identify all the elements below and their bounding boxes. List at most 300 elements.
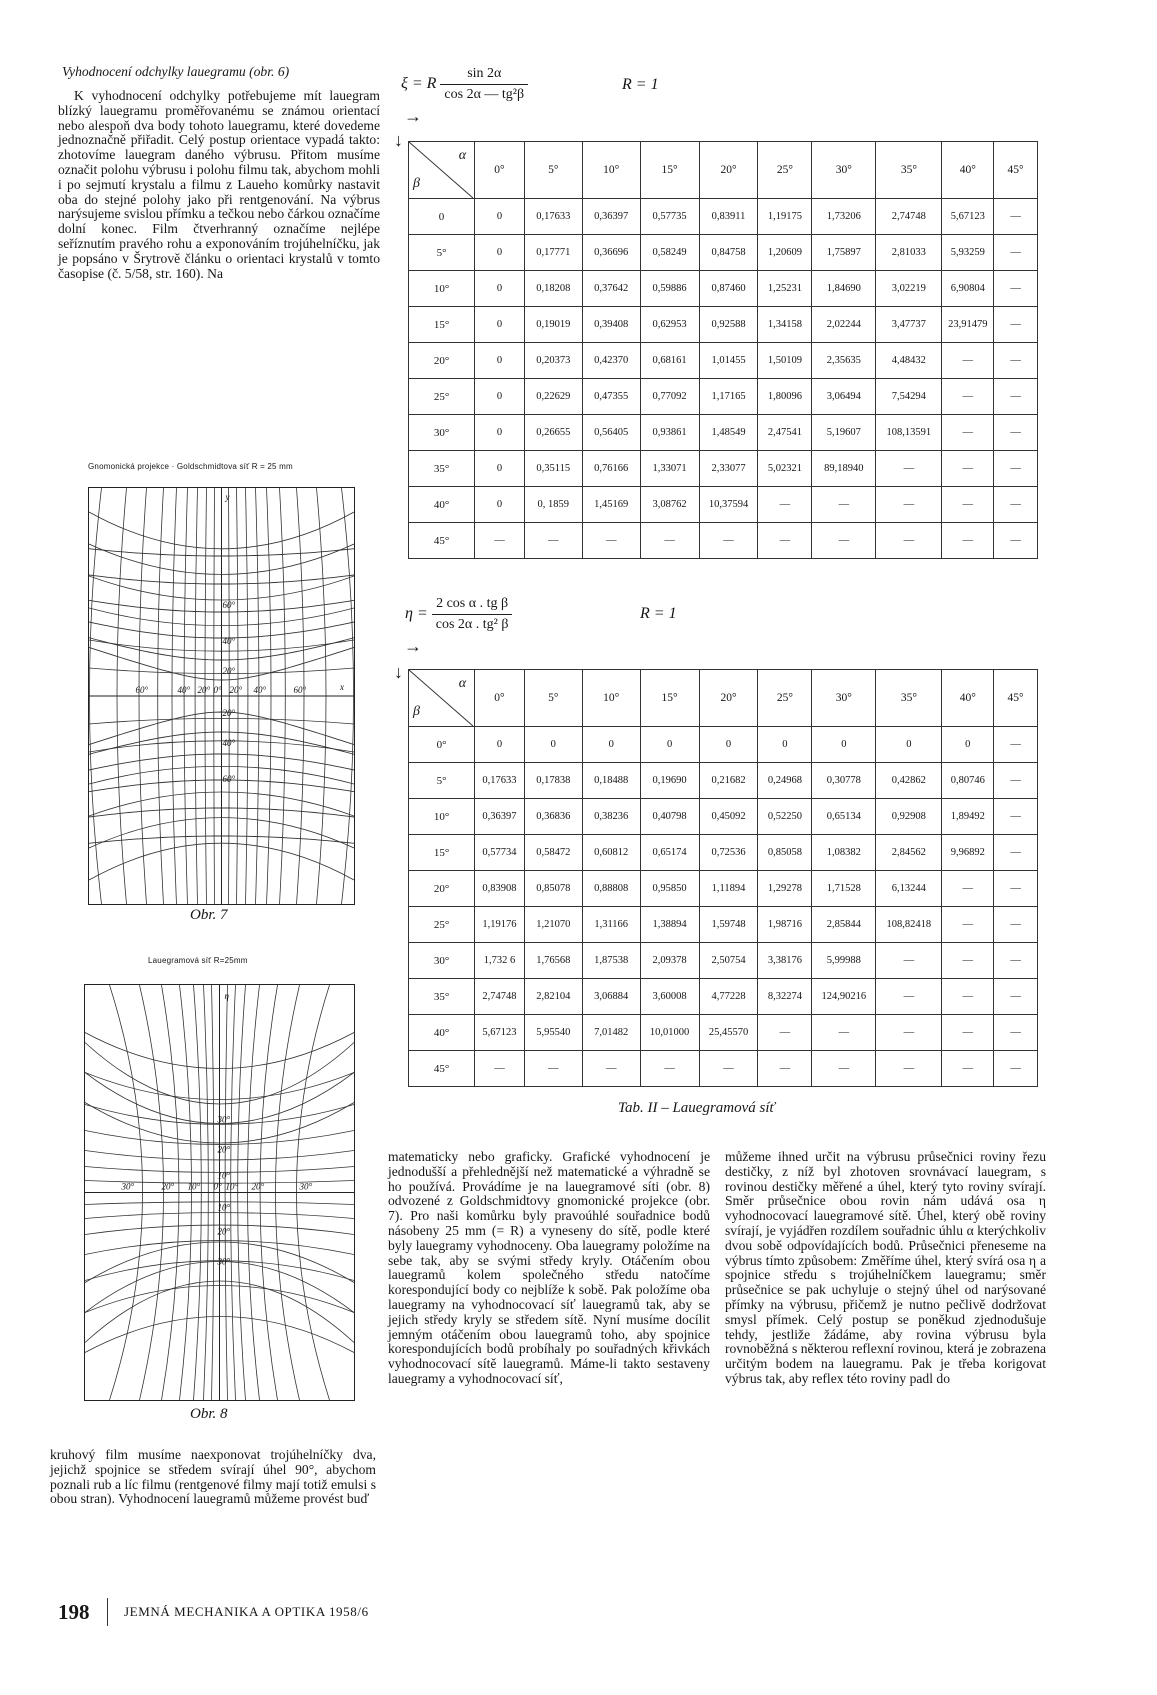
table-cell: 3,38176 (758, 943, 812, 979)
formula-eta-denominator: cos 2α . tg² β (435, 617, 509, 632)
figure7-angle-label: 60° (293, 685, 307, 695)
figure8-lauegram-net (84, 984, 355, 1401)
table-cell: — (876, 487, 942, 523)
corner-alpha: α (458, 148, 467, 163)
table-row-header: 15° (409, 835, 475, 871)
table-cell: — (524, 523, 582, 559)
table-cell: 6,13244 (876, 871, 942, 907)
table-cell: 0,62953 (640, 307, 699, 343)
table-cell: 4,48432 (876, 343, 942, 379)
table-cell: — (994, 235, 1038, 271)
footer-divider (107, 1598, 108, 1626)
table-cell: 1,25231 (758, 271, 812, 307)
figure7-angle-label: 20° (222, 666, 236, 676)
table-cell: — (994, 907, 1038, 943)
left-column-continuation (50, 1448, 376, 1507)
table-cell: 1,71528 (812, 871, 876, 907)
table-cell: 2,82104 (524, 979, 582, 1015)
table-cell: 0,80746 (942, 763, 994, 799)
table-xi (408, 141, 1038, 559)
section-heading: Vyhodnocení odchylky lauegramu (obr. 6) (62, 64, 290, 79)
table-cell: 0,19019 (524, 307, 582, 343)
table-cell: — (524, 1051, 582, 1087)
table-cell: 5,95540 (524, 1015, 582, 1051)
table-cell: 0 (475, 235, 525, 271)
figure8-angle-label: 20° (217, 1144, 231, 1155)
table-cell: 1,17165 (699, 379, 758, 415)
figure8-axis-label: η (224, 991, 229, 1001)
table-cell: — (876, 1051, 942, 1087)
table-cell: 1,98716 (758, 907, 812, 943)
table-header-row (409, 670, 1038, 727)
figure8-angle-label: 20° (161, 1181, 175, 1192)
table-row (409, 835, 1038, 871)
table-column-header: 45° (994, 142, 1038, 199)
table-cell: 0 (582, 727, 640, 763)
table-row-header: 45° (409, 523, 475, 559)
table-cell: 0,24968 (758, 763, 812, 799)
table-cell: 1,45169 (582, 487, 640, 523)
figure7-title: Gnomonická projekce · Goldschmidtova síť R = 25 mm (88, 462, 293, 471)
arrow-down-icon: ↓ (394, 130, 403, 150)
table-cell: 10,01000 (640, 1015, 699, 1051)
table-cell: 0,95850 (640, 871, 699, 907)
figure7-caption: Obr. 7 (190, 907, 228, 923)
table-column-header: 25° (758, 142, 812, 199)
table-cell: 3,06884 (582, 979, 640, 1015)
table-cell: — (994, 943, 1038, 979)
table-cell: — (994, 763, 1038, 799)
table-cell: 2,35635 (812, 343, 876, 379)
table-cell: 1,20609 (758, 235, 812, 271)
table-cell: — (994, 523, 1038, 559)
figure8-title: Lauegramová síť R=25mm (148, 956, 248, 965)
table-cell: 0,18208 (524, 271, 582, 307)
table-cell: 1,08382 (812, 835, 876, 871)
table-cell: 10,37594 (699, 487, 758, 523)
table-cell: 1,89492 (942, 799, 994, 835)
table-cell: 8,32274 (758, 979, 812, 1015)
table-cell: 0 (475, 415, 525, 451)
figure8-caption: Obr. 8 (190, 1406, 228, 1422)
table-cell: 0,58249 (640, 235, 699, 271)
table-row (409, 415, 1038, 451)
table-cell: 0,60812 (582, 835, 640, 871)
table-cell: — (475, 1051, 525, 1087)
table-column-header: 20° (699, 670, 758, 727)
table-cell: — (812, 487, 876, 523)
table-cell: 2,02244 (812, 307, 876, 343)
table-cell: 0 (475, 271, 525, 307)
figure7-axis-y-label: y (225, 492, 230, 502)
formula-eta-numerator: 2 cos α . tg β (432, 594, 513, 615)
table-row-header: 25° (409, 907, 475, 943)
table-cell: 1,19176 (475, 907, 525, 943)
table-column-header: 10° (582, 670, 640, 727)
table-cell: 1,59748 (699, 907, 758, 943)
table-cell: — (758, 1051, 812, 1087)
table-cell: 0,18488 (582, 763, 640, 799)
table-cell: — (942, 343, 994, 379)
table-cell: — (994, 979, 1038, 1015)
table-cell: 2,47541 (758, 415, 812, 451)
table-cell: 1,19175 (758, 199, 812, 235)
figure8-angle-label: 30° (299, 1181, 313, 1192)
table-cell: 0,84758 (699, 235, 758, 271)
table-cell: 2,85844 (812, 907, 876, 943)
table-cell: 0,21682 (699, 763, 758, 799)
right-column (725, 1150, 1046, 1387)
table-column-header: 15° (640, 670, 699, 727)
table-cell: — (994, 1051, 1038, 1087)
table-row-header: 5° (409, 763, 475, 799)
formula-xi-numerator: sin 2α (440, 64, 528, 85)
figure7-angle-label: 40° (222, 636, 236, 646)
table-cell: 2,09378 (640, 943, 699, 979)
table-cell: 0 (758, 727, 812, 763)
table-cell: — (812, 1051, 876, 1087)
table-cell: 0,92588 (699, 307, 758, 343)
table-cell: — (994, 307, 1038, 343)
table-row-header: 40° (409, 487, 475, 523)
table-cell: 0 (475, 727, 525, 763)
formula-xi-r: R = 1 (622, 76, 659, 93)
table-cell: 0,19690 (640, 763, 699, 799)
table-cell: — (994, 271, 1038, 307)
table-row-header: 15° (409, 307, 475, 343)
table-cell: 2,33077 (699, 451, 758, 487)
table-cell: 4,77228 (699, 979, 758, 1015)
arrow-right-icon: → (404, 106, 422, 126)
page-number: 198 (58, 1600, 90, 1624)
table-column-header: 40° (942, 670, 994, 727)
formula-xi-lhs: ξ = R (401, 75, 437, 93)
table-column-header: 20° (699, 142, 758, 199)
table-cell: 0,38236 (582, 799, 640, 835)
table-cell: 0,85058 (758, 835, 812, 871)
table-row-header: 0 (409, 199, 475, 235)
table-column-header: 5° (524, 142, 582, 199)
figure7-angle-label: 20° (229, 685, 243, 695)
table-caption: Tab. II – Lauegramová síť (618, 1100, 775, 1116)
table-row (409, 1015, 1038, 1051)
table-cell: 0,47355 (582, 379, 640, 415)
figure7-angle-label: 60° (222, 774, 236, 784)
table-cell: 0,17838 (524, 763, 582, 799)
figure7-angle-label: 20° (222, 708, 236, 718)
table-cell: 89,18940 (812, 451, 876, 487)
formula-eta-fraction (432, 594, 513, 635)
table-cell: 5,93259 (942, 235, 994, 271)
table-row (409, 199, 1038, 235)
table-column-header: 35° (876, 142, 942, 199)
table-cell: 0,30778 (812, 763, 876, 799)
table-cell: 1,33071 (640, 451, 699, 487)
table-cell: — (994, 199, 1038, 235)
figure7-axis-x-label: x (340, 682, 344, 692)
arrow-down-icon: ↓ (394, 662, 403, 682)
table-cell: — (994, 799, 1038, 835)
figure8-svg (85, 985, 354, 1400)
figure8-angle-label: 30° (121, 1181, 135, 1192)
table-cell: 0,56405 (582, 415, 640, 451)
table-cell: — (994, 727, 1038, 763)
table-cell: — (876, 943, 942, 979)
table-row-header: 20° (409, 871, 475, 907)
table-cell: 0,93861 (640, 415, 699, 451)
table-cell: — (994, 343, 1038, 379)
table-cell: 2,74748 (475, 979, 525, 1015)
table-cell: 1,21070 (524, 907, 582, 943)
corner-beta: β (413, 704, 420, 719)
table-cell: 7,01482 (582, 1015, 640, 1051)
table-cell: 0 (475, 487, 525, 523)
table-cell: 0, 1859 (524, 487, 582, 523)
table-cell: — (699, 1051, 758, 1087)
table-cell: — (758, 1015, 812, 1051)
table-column-header: 25° (758, 670, 812, 727)
table-cell: 0,17771 (524, 235, 582, 271)
corner-alpha: α (458, 676, 467, 691)
table-cell: 2,50754 (699, 943, 758, 979)
table-cell: 0,83908 (475, 871, 525, 907)
table-cell: 5,67123 (942, 199, 994, 235)
table-cell: 0 (524, 727, 582, 763)
table-cell: — (876, 979, 942, 1015)
table-cell: 0 (812, 727, 876, 763)
figure7-angle-label: 0° (213, 685, 222, 695)
table-column-header: 40° (942, 142, 994, 199)
left-paragraph-text: K vyhodnocení odchylky potřebujeme mít lauegram blízký lauegramu proměřovanému se známou orientací nebo alespoň dva body tohoto lauegramu, které dovedeme jednoznačně přiřadit. Celý postup orientace vypadá takto: zhotovíme lauegram daného výbrusu. Přitom musíme označit polohu výbrusu i polohu filmu tak, abychom mohli i po sejmutí krystalu a filmu z Laueho komůrky nastavit oba do stejné polohy jako při rentgenování. Na výbrus narýsujeme svislou přímku a tečkou nebo čárkou označíme dolní konec. Film čtverhranný označíme nejlépe seříznutím pravého rohu a exponováním trojúhelníčku, jak je popsáno v Šrytrově článku o orientaci krystalů v tomto časopise (č. 5/58, str. 160). Na (58, 88, 380, 281)
table-cell: 0 (475, 451, 525, 487)
table-cell: — (994, 835, 1038, 871)
table-cell: 5,67123 (475, 1015, 525, 1051)
table-cell: — (942, 451, 994, 487)
table-cell: 5,19607 (812, 415, 876, 451)
table-cell: 0,65174 (640, 835, 699, 871)
table-cell: 0,20373 (524, 343, 582, 379)
figure8-angle-label: 10° (187, 1181, 201, 1192)
table-row-header: 5° (409, 235, 475, 271)
table-cell: 3,02219 (876, 271, 942, 307)
table-cell: 0 (475, 307, 525, 343)
table-row-header: 20° (409, 343, 475, 379)
table-cell: — (942, 523, 994, 559)
table-cell: 108,82418 (876, 907, 942, 943)
formula-xi-denominator: cos 2α — tg²β (444, 87, 525, 102)
table-cell: — (812, 523, 876, 559)
figure8-angle-label: 30° (217, 1256, 231, 1267)
table-cell: 0,65134 (812, 799, 876, 835)
table-cell: — (942, 1051, 994, 1087)
table-cell: — (876, 1015, 942, 1051)
table-cell: 1,50109 (758, 343, 812, 379)
table-cell: 1,48549 (699, 415, 758, 451)
table-cell: 7,54294 (876, 379, 942, 415)
table-cell: 25,45570 (699, 1015, 758, 1051)
table-column-header: 30° (812, 670, 876, 727)
table-cell: — (994, 871, 1038, 907)
table-cell: 0,37642 (582, 271, 640, 307)
table-column-header: 15° (640, 142, 699, 199)
table-cell: 0 (876, 727, 942, 763)
table-cell: — (994, 415, 1038, 451)
table-cell: 1,73206 (812, 199, 876, 235)
table-cell: 0,72536 (699, 835, 758, 871)
table-cell: — (994, 487, 1038, 523)
figure7-svg (89, 488, 354, 904)
table-cell: 0 (475, 343, 525, 379)
table-cell: 0,87460 (699, 271, 758, 307)
table-cell: 0,39408 (582, 307, 640, 343)
table-cell: 3,60008 (640, 979, 699, 1015)
table-cell: 1,87538 (582, 943, 640, 979)
table-cell: — (758, 523, 812, 559)
table-column-header: 30° (812, 142, 876, 199)
table-cell: 3,47737 (876, 307, 942, 343)
table-row (409, 763, 1038, 799)
figure7-angle-label: 20° (197, 685, 211, 695)
table-row-header: 10° (409, 799, 475, 835)
table-row-header: 0° (409, 727, 475, 763)
table-row (409, 1051, 1038, 1087)
table-cell: 0,57735 (640, 199, 699, 235)
table-cell: 0,85078 (524, 871, 582, 907)
table-column-header: 10° (582, 142, 640, 199)
middle-column-text: matematicky nebo graficky. Grafické vyhodnocení je jednodušší a přehlednější než matematické a výhradně se ho používá. Provádíme je na lauegramové síti (obr. 8) odvozené z Goldschmidtovy gnomonické projekce (obr. 7). Pro naši komůrku byly pravoúhlé souřadnice bodů násobeny 25 mm (= R) a vyneseny do sítě, podle které byly lauegramy vyhodnoceny. Oba lauegramy položíme na sebe tak, aby se svými středy kryly. Otáčením obou lauegramů kolem společného středu natočíme korespondující body co nejblíže k sobě. Pak položíme oba lauegramy na vyhodnocovací síť lauegramů tak, aby se jejich středy kryly se středem sítě. Nyní musíme docílit jemným otáčením obou lauegramů toho, aby spojnice korespondujících bodů probíhaly po souřadných křivkách vyhodnocovací sítě lauegramů. Máme-li takto sestaveny lauegramy a vyhodnocovací síť, (388, 1149, 710, 1386)
table-cell: 108,13591 (876, 415, 942, 451)
table-column-header: 5° (524, 670, 582, 727)
table-cell: 1,732 6 (475, 943, 525, 979)
table-row (409, 487, 1038, 523)
table-cell: 0,17633 (475, 763, 525, 799)
table-cell: 0 (699, 727, 758, 763)
table-cell: 0,17633 (524, 199, 582, 235)
table-row (409, 307, 1038, 343)
table-row (409, 727, 1038, 763)
table-cell: 1,31166 (582, 907, 640, 943)
table-cell: 0,26655 (524, 415, 582, 451)
table-cell: 23,91479 (942, 307, 994, 343)
table-cell: 1,75897 (812, 235, 876, 271)
table-column-header: 45° (994, 670, 1038, 727)
table-cell: 1,76568 (524, 943, 582, 979)
table-cell: 3,08762 (640, 487, 699, 523)
table-cell: 0,42862 (876, 763, 942, 799)
table-cell: 0,52250 (758, 799, 812, 835)
figure8-angle-label: 10° (217, 1170, 231, 1181)
table-cell: — (699, 523, 758, 559)
table-cell: — (812, 1015, 876, 1051)
table-cell: 0,77092 (640, 379, 699, 415)
table-cell: 1,01455 (699, 343, 758, 379)
middle-column (388, 1150, 710, 1387)
table-cell: 0,36397 (582, 199, 640, 235)
table-row-header: 25° (409, 379, 475, 415)
table-row (409, 379, 1038, 415)
table-cell: — (994, 379, 1038, 415)
left-column-paragraph (58, 89, 380, 281)
formula-xi-fraction (440, 64, 528, 105)
figure7-gnomonic-net (88, 487, 355, 905)
table-cell: 1,80096 (758, 379, 812, 415)
table-cell: — (942, 379, 994, 415)
table-row-header: 30° (409, 943, 475, 979)
table-cell: 0,88808 (582, 871, 640, 907)
table-cell: 0,35115 (524, 451, 582, 487)
table-row (409, 271, 1038, 307)
table-cell: — (942, 487, 994, 523)
table-cell: 0 (640, 727, 699, 763)
table-cell: 1,38894 (640, 907, 699, 943)
table-cell: 5,02321 (758, 451, 812, 487)
table-corner-cell (409, 142, 475, 199)
figure7-angle-label: 40° (222, 738, 236, 748)
table-cell: 0,36836 (524, 799, 582, 835)
table-cell: — (758, 487, 812, 523)
table-cell: 0,40798 (640, 799, 699, 835)
journal-name: JEMNÁ MECHANIKA A OPTIKA 1958/6 (124, 1604, 369, 1619)
table-cell: — (475, 523, 525, 559)
table-header-row (409, 142, 1038, 199)
table-row (409, 235, 1038, 271)
table-cell: 0,92908 (876, 799, 942, 835)
figure8-angle-label: 10° (225, 1181, 239, 1192)
table-cell: 0,68161 (640, 343, 699, 379)
table-row-header: 40° (409, 1015, 475, 1051)
figure8-angle-label: 20° (251, 1181, 265, 1192)
table-cell: 6,90804 (942, 271, 994, 307)
table-row (409, 871, 1038, 907)
table-cell: — (942, 907, 994, 943)
table-row-header: 45° (409, 1051, 475, 1087)
table-row (409, 451, 1038, 487)
table-cell: — (994, 451, 1038, 487)
table-cell: 124,90216 (812, 979, 876, 1015)
table-cell: 0,76166 (582, 451, 640, 487)
table-cell: 0,45092 (699, 799, 758, 835)
table-cell: 5,99988 (812, 943, 876, 979)
table-row (409, 979, 1038, 1015)
table-row-header: 30° (409, 415, 475, 451)
table-cell: 1,11894 (699, 871, 758, 907)
formula-eta-r: R = 1 (640, 605, 677, 622)
table-cell: 1,29278 (758, 871, 812, 907)
table-cell: 2,84562 (876, 835, 942, 871)
figure8-angle-label: 0° (213, 1181, 222, 1192)
figure7-angle-label: 40° (253, 685, 267, 695)
table-cell: — (640, 1051, 699, 1087)
table-cell: — (582, 523, 640, 559)
right-column-text: můžeme ihned určit na výbrusu průsečnici roviny řezu destičky, z níž byl zhotoven srovnávací lauegram, s rovinou destičky měřené a úhel, který tyto roviny svírají. Směr průsečnice obou rovin nám udává osa η vyhodnocovací lauegramové sítě. Úhel, který obě roviny svírají, je vyjádřen rozdílem souřadnic úhlu α kterýchkoliv dvou sobě odpovídajících bodů. Průsečnici přeneseme na výbrus tímto způsobem: Změříme úhel, který svírá osa η a spojnice středu s trojúhelníčkem lauegramu; směr průsečnice se pak uchyluje o stejný úhel od narýsované přímky na výbrusu, přičemž je nutno pečlivě dodržovat smysl přímek. Celý postup se poněkud zjednodušuje tehdy, jestliže žádáme, aby rovina výbrusu byla rovnoběžná s některou reflexní rovinou, která je zobrazena určitým bodem na lauegramu. Pak je třeba korigovat výbrus tak, aby reflex této roviny padl do (725, 1149, 1046, 1386)
corner-beta: β (413, 176, 420, 191)
table-cell: 9,96892 (942, 835, 994, 871)
table-cell: 0,36397 (475, 799, 525, 835)
table-column-header: 0° (475, 142, 525, 199)
figure8-angle-label: 20° (217, 1226, 231, 1237)
figure7-angle-label: 40° (177, 685, 191, 695)
table-cell: — (942, 943, 994, 979)
table-cell: 1,34158 (758, 307, 812, 343)
table-cell: 0,59886 (640, 271, 699, 307)
table-cell: — (994, 1015, 1038, 1051)
figure8-angle-label: 10° (217, 1202, 231, 1213)
table-cell: 0 (475, 379, 525, 415)
table-cell: 0 (942, 727, 994, 763)
table-cell: — (876, 451, 942, 487)
arrow-right-icon: → (404, 636, 422, 656)
table-cell: 1,84690 (812, 271, 876, 307)
